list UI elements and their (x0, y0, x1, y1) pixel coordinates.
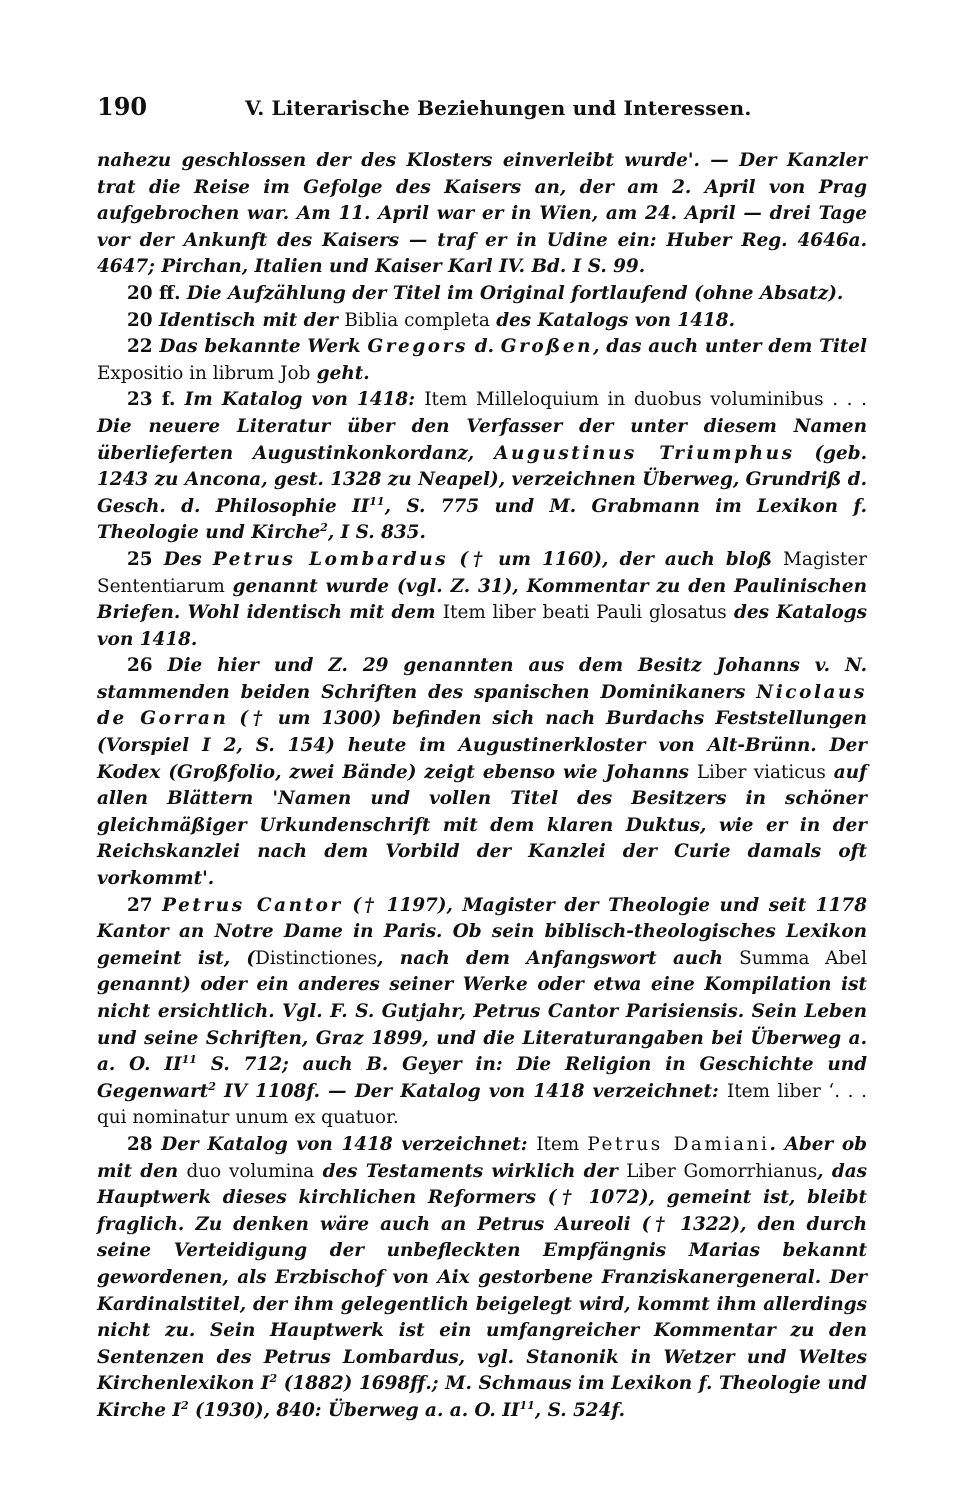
footnote-paragraph (97, 893, 867, 1132)
text-run: , nach dem Anfangswort auch (377, 947, 740, 969)
footnote-paragraph (97, 148, 867, 281)
superscript: 2 (269, 1372, 278, 1386)
text-run: , S. 524f. (534, 1399, 626, 1421)
text-run: († um 1300) befinden sich nach Burdachs Feststellungen (Vorspiel I 2, S. 154) heute im Augustinerkloster von Alt-Brünn. Der Kodex (Großfolio, zwei Bände) zeigt ebenso wie Johanns (97, 708, 867, 783)
text-run: Expositio in librum Job (97, 362, 311, 384)
superscript: 2 (180, 1398, 189, 1412)
text-run: des Testaments wirklich der (314, 1160, 627, 1182)
text-run: 23 f. (127, 389, 176, 411)
text-run (153, 895, 163, 916)
superscript: 2 (320, 521, 328, 535)
text-run: , S. 775 und M. Grabmann im Lexikon f. Theologie und Kirche (97, 495, 867, 544)
footnote-paragraph (97, 308, 867, 335)
footnotes-body (97, 148, 867, 1425)
text-run: , das Hauptwerk dieses kirchlichen Reformers († 1072), gemeint ist, bleibt fraglich. Zu denken wäre auch an Petrus Aureoli († 1322), den durch seine Verteidigung der unbefleckten Empfängnis Marias bekannt gewordenen, als Erzbischof von Aix gestorbene Franziskanergeneral. Der Kardinalstitel, der ihm gelegentlich beigelegt wird, kommt ihm allerdings nicht zu. Sein Hauptwerk ist ein umfangreicher Kommentar zu den Sentenzen des Petrus Lombardus, vgl. Stanonik in Wetzer und Weltes Kirchenlexikon I (97, 1160, 867, 1395)
text-run: 20 (127, 309, 153, 331)
page-header (97, 92, 867, 128)
text-run: 27 (127, 894, 153, 916)
text-run: Die neuere Literatur über den Verfasser der unter diesem Namen überlieferten Augustinkonkordanz, (97, 415, 867, 464)
book-page (97, 92, 867, 1425)
text-run: Petrus Damiani (587, 1133, 770, 1155)
footnote-paragraph (97, 547, 867, 653)
text-run: geht. (310, 362, 370, 384)
running-head: V. Literarische Beziehungen und Interessen. (245, 96, 752, 120)
text-run: 25 (127, 548, 153, 570)
text-run: IV 1108f. — Der Katalog von 1418 verzeichnet: (215, 1080, 727, 1102)
text-run: , I S. 835. (327, 522, 426, 544)
text-run: Item liber beati Pauli glosatus (442, 602, 727, 624)
text-run: (1882) 1698ff.; M. Schmaus im Lexikon f. Theologie und Kirche I (97, 1373, 867, 1421)
text-run: auf allen Blättern 'Namen und vollen Titel des Besitzers in schöner gleichmäßiger Urkundenschrift mit dem klaren Duktus, wie er in der Reichskanzlei nach dem Vorbild der Kanzlei der Curie damals oft vorkommt'. (97, 761, 867, 890)
text-run: 20 ff. (127, 282, 181, 304)
text-run: Gregors (367, 336, 468, 358)
text-run: († um 1160), der auch bloß (448, 548, 784, 570)
text-run: 26 (127, 655, 153, 677)
superscript: 11 (181, 1053, 197, 1067)
text-run: , das auch unter dem Titel (593, 336, 867, 358)
superscript: 11 (369, 494, 385, 508)
text-run: genannt wurde (vgl. Z. 31), Kommentar zu den Paulinischen Briefen. Wohl identisch mit dem (97, 575, 867, 624)
footnote-paragraph (97, 334, 867, 387)
text-run: d. (467, 336, 501, 358)
text-run: Item (536, 1133, 588, 1155)
page-number: 190 (97, 92, 148, 121)
text-run: Distinctiones (255, 947, 378, 969)
text-run: Das bekannte Werk (152, 336, 368, 358)
text-run: Biblia completa (344, 309, 490, 331)
text-run: Petrus Lombardus (212, 548, 449, 570)
text-run: Im Katalog von 1418: (175, 389, 425, 411)
footnote-paragraph (97, 1132, 867, 1425)
text-run: Identisch mit der (152, 309, 345, 331)
text-run: Der Katalog von 1418 verzeichnet: (152, 1133, 537, 1155)
text-run: Petrus Cantor (162, 894, 343, 916)
text-run: (1930), 840: Überweg a. a. O. II (188, 1399, 520, 1421)
text-run: des Katalogs von 1418. (97, 602, 867, 650)
text-run: duo volumina (186, 1160, 315, 1182)
text-run: Magister Sententiarum (97, 548, 867, 597)
text-run: Die hier und Z. 29 genannten aus dem Besitz Johanns v. N. stammenden beiden Schriften des spanischen Dominikaners (97, 655, 867, 703)
footnote-paragraph (97, 281, 867, 308)
text-run: Großen (500, 336, 594, 358)
footnote-paragraph (97, 653, 867, 892)
text-run: Item liber ‘. . . qui nominatur unum ex quatuor. (97, 1080, 867, 1129)
footnote-paragraph (97, 387, 867, 547)
text-run: Die Aufzählung der Titel im Original fortlaufend (ohne Absatz). (180, 282, 844, 304)
text-run: des Katalogs von 1418. (489, 309, 736, 331)
text-run: 22 (127, 336, 153, 358)
text-run: S. 712; auch B. Geyer in: Die Religion in Geschichte und Gegenwart (97, 1054, 867, 1102)
text-run: genannt) oder ein anderes seiner Werke oder etwa eine Kompilation ist nicht ersichtlich. Vgl. F. S. Gutjahr, Petrus Cantor Parisiensis. Sein Leben und seine Schriften, Graz 1899, und die Literaturangaben bei Überweg a. a. O. II (97, 974, 867, 1076)
text-run: Liber viaticus (696, 761, 826, 783)
superscript: 2 (208, 1079, 216, 1093)
text-run: († 1197), Magister der Theologie und seit 1178 Kantor an Notre Dame in Paris. Ob sein biblisch-theologisches Lexikon gemeint ist, ( (97, 894, 867, 969)
text-run: Summa Abel (739, 947, 867, 969)
text-run: Augustinus Triumphus (494, 442, 795, 464)
text-run: Des (152, 548, 213, 570)
text-run: 28 (127, 1133, 153, 1155)
text-run: (geb. 1243 zu Ancona, gest. 1328 zu Neapel), verzeichnen Überweg, Grundriß d. Gesch. d. Philosophie II (97, 442, 867, 517)
text-run: nahezu geschlossen der des Klosters einverleibt wurde'. — Der Kanzler trat die Reise im Gefolge des Kaisers an, der am 2. April von Prag aufgebrochen war. Am 11. April war er in Wien, am 24. April — drei Tage vor der Ankunft des Kaisers — traf er in Udine ein: Huber Reg. 4646a. 4647; Pirchan, Italien und Kaiser Karl IV. Bd. I S. 99. (97, 150, 867, 278)
text-run: Item Milleloquium in duobus voluminibus . . . (424, 389, 868, 411)
superscript: 11 (519, 1398, 535, 1412)
text-run: Nicolaus de Gorran (97, 681, 867, 730)
text-run: . Aber ob mit den (97, 1133, 867, 1182)
text-run: Liber Gomorrhianus (626, 1160, 818, 1182)
